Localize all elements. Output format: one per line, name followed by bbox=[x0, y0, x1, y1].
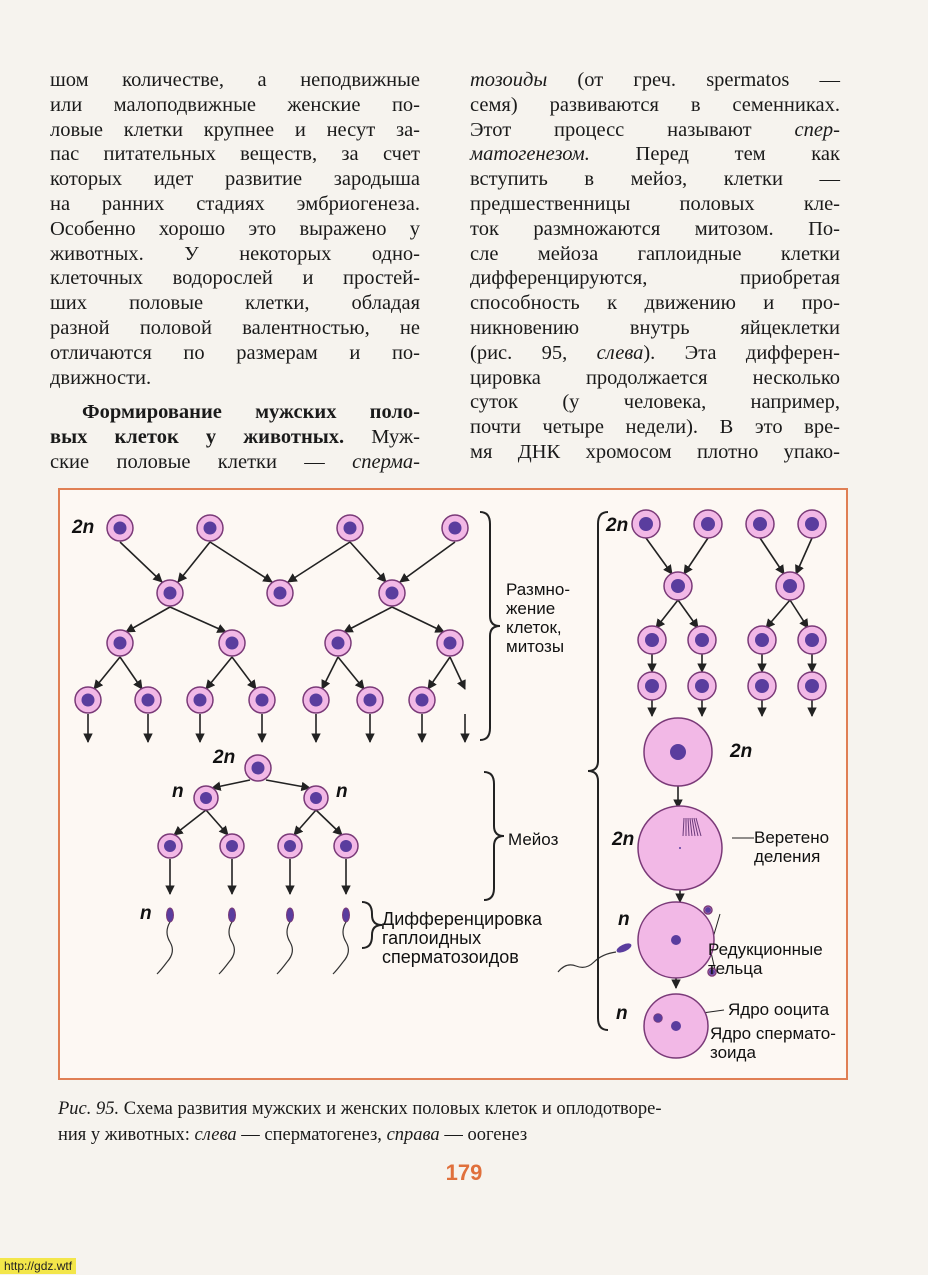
arrow bbox=[288, 542, 350, 582]
arrow bbox=[294, 810, 316, 835]
text-line: суток (у человека, например, bbox=[470, 391, 840, 414]
text-line: сле мейоза гаплоидные клетки bbox=[470, 242, 840, 265]
spermatogonium-cell bbox=[325, 630, 351, 656]
ploidy-label-2n: 2n bbox=[612, 829, 635, 850]
arrow bbox=[656, 600, 678, 628]
ploidy-label-n: n bbox=[618, 909, 630, 930]
oogonium-cell bbox=[748, 626, 776, 654]
arrow bbox=[266, 780, 310, 788]
oogonium-cell bbox=[632, 510, 660, 538]
oogonium-cell bbox=[746, 510, 774, 538]
caption-italic: слева bbox=[194, 1125, 237, 1145]
arrow bbox=[322, 657, 338, 689]
spermatogonium-cell bbox=[267, 580, 293, 606]
ploidy-label-n: n bbox=[140, 903, 152, 924]
label-line: зоида bbox=[710, 1043, 756, 1062]
label-line: Ядро спермато- bbox=[710, 1024, 836, 1043]
spermatogonium-cell bbox=[442, 515, 468, 541]
label-line: митозы bbox=[506, 637, 565, 656]
curly-brace bbox=[588, 512, 608, 1030]
text-line: на ранних стадиях эмбриогенеза. bbox=[50, 192, 420, 215]
oogonium-cell bbox=[694, 510, 722, 538]
section-heading-cont: вых клеток у животных. bbox=[50, 426, 345, 449]
label-line: сперматозоидов bbox=[382, 947, 519, 967]
text-line: дифференцируются, приобретая bbox=[470, 267, 840, 290]
text-line: никновению внутрь яйцеклетки bbox=[470, 316, 840, 339]
spermatogonium-cell bbox=[379, 580, 405, 606]
text-line bbox=[470, 341, 840, 366]
arrow bbox=[206, 810, 228, 835]
caption-text: — оогенез bbox=[439, 1125, 528, 1145]
text-line bbox=[50, 450, 420, 475]
mitosis-label bbox=[506, 580, 570, 656]
text-line: ловые клетки крупнее и несут за- bbox=[50, 118, 420, 141]
ploidy-label-n: n bbox=[616, 1003, 628, 1024]
term-italic: сперма- bbox=[352, 450, 420, 473]
oogonium-cell bbox=[798, 672, 826, 700]
arrow bbox=[428, 657, 450, 689]
arrow bbox=[400, 542, 455, 582]
text-line bbox=[50, 425, 420, 450]
text-line: Особенно хорошо это выражено у bbox=[50, 217, 420, 240]
text-fragment: ). Эта дифферен- bbox=[643, 341, 840, 364]
text-line: отличаются по размерам и по- bbox=[50, 341, 420, 364]
oogonium-cell bbox=[776, 572, 804, 600]
oogonium-cell bbox=[798, 510, 826, 538]
ploidy-label-n: n bbox=[336, 781, 348, 802]
oocyte-nucleus bbox=[654, 1014, 662, 1022]
right-text-column bbox=[470, 68, 840, 465]
polar-body bbox=[704, 906, 712, 914]
secondary-oocyte bbox=[638, 902, 714, 978]
arrow bbox=[178, 542, 210, 582]
arrow bbox=[796, 538, 812, 574]
text-line: шом количестве, а неподвижные bbox=[50, 69, 420, 91]
text-fragment: (от греч. spermatos — bbox=[547, 69, 840, 91]
section-heading: Формирование мужских поло- bbox=[82, 401, 420, 424]
spermatogonium-cell bbox=[197, 515, 223, 541]
arrow bbox=[646, 538, 672, 574]
text-line: движности. bbox=[50, 366, 152, 389]
arrow bbox=[232, 657, 256, 689]
text-line bbox=[470, 118, 840, 143]
label-line: жение bbox=[506, 599, 556, 618]
label-line: Размно- bbox=[506, 580, 571, 599]
text-line: вступить в мейоз, клетки — bbox=[470, 168, 840, 191]
arrow bbox=[684, 538, 708, 574]
arrow bbox=[790, 600, 808, 628]
left-text-column bbox=[50, 68, 420, 475]
caption-label: Рис. 95. bbox=[58, 1099, 120, 1119]
arrow bbox=[766, 600, 790, 628]
spermatogonium-cell bbox=[107, 630, 133, 656]
oogonium-cell bbox=[638, 672, 666, 700]
text-fragment: ские половые клетки — bbox=[50, 450, 353, 473]
label-line: деления bbox=[754, 847, 821, 866]
oocyte-nucleus-label: Ядро ооцита bbox=[728, 1000, 830, 1019]
page-number: 179 bbox=[445, 1160, 483, 1185]
caption-text: Схема развития мужских и женских половых клеток и оплодотворе- bbox=[119, 1099, 662, 1119]
spermatid-cell bbox=[334, 834, 358, 858]
arrow bbox=[206, 657, 232, 689]
arrow bbox=[338, 657, 364, 689]
arrow bbox=[126, 607, 170, 632]
incoming-spermatozoon bbox=[558, 941, 633, 972]
arrow bbox=[344, 607, 392, 632]
spermatogonium-cell bbox=[135, 687, 161, 713]
spermatogonium-cell bbox=[157, 580, 183, 606]
text-line: мя ДНК хромосом плотно упако- bbox=[470, 440, 840, 463]
text-fragment: Муж- bbox=[344, 426, 420, 449]
spermatid-cell bbox=[158, 834, 182, 858]
meiosis-label: Мейоз bbox=[508, 830, 559, 849]
spermatogonium-cell bbox=[303, 687, 329, 713]
secondary-spermatocyte bbox=[194, 786, 218, 810]
spermatozoon bbox=[333, 908, 350, 974]
text-line: или малоподвижные женские по- bbox=[50, 93, 420, 116]
polar-bodies-label bbox=[708, 940, 823, 978]
primary-oocyte-meiosis bbox=[638, 806, 722, 890]
text-line: клеточных водорослей и простей- bbox=[50, 267, 420, 290]
ploidy-label-2n: 2n bbox=[213, 747, 236, 768]
arrow bbox=[760, 538, 784, 574]
spermatogonium-cell bbox=[75, 687, 101, 713]
arrow bbox=[392, 607, 444, 632]
arrow bbox=[174, 810, 206, 835]
curly-brace bbox=[362, 902, 382, 948]
spermatogonium-cell bbox=[437, 630, 463, 656]
label-line: клеток, bbox=[506, 618, 562, 637]
label-line: Дифференцировка bbox=[382, 909, 543, 929]
arrow bbox=[120, 657, 142, 689]
spermatogonium-cell bbox=[107, 515, 133, 541]
text-fragment: (рис. 95, bbox=[470, 341, 597, 364]
spindle-label bbox=[754, 828, 829, 866]
differentiation-label bbox=[382, 910, 542, 967]
oogonium-cell bbox=[688, 626, 716, 654]
primary-oocyte bbox=[644, 718, 712, 786]
spermatogonium-cell bbox=[409, 687, 435, 713]
label-line: тельца bbox=[708, 959, 763, 978]
arrow bbox=[170, 607, 226, 632]
arrow bbox=[212, 780, 250, 788]
text-fragment: Этот процесс называют bbox=[470, 118, 795, 141]
spermatozoon bbox=[277, 908, 294, 974]
caption-italic: справа bbox=[386, 1125, 440, 1145]
text-line bbox=[470, 142, 840, 167]
arrow bbox=[94, 657, 120, 689]
arrow bbox=[210, 542, 272, 582]
spermatid-cell bbox=[220, 834, 244, 858]
text-line: которых идет развитие зародыша bbox=[50, 168, 420, 191]
text-line: ток размножаются митозом. По- bbox=[470, 217, 840, 240]
curly-brace bbox=[480, 512, 500, 740]
oogonium-cell bbox=[748, 672, 776, 700]
spermatogonium-cell bbox=[187, 687, 213, 713]
arrow bbox=[316, 810, 342, 835]
label-line: Редукционные bbox=[708, 940, 823, 959]
watermark-link[interactable]: http://gdz.wtf bbox=[0, 1258, 76, 1274]
ploidy-label-2n: 2n bbox=[730, 741, 753, 762]
fertilized-oocyte bbox=[644, 994, 708, 1058]
text-line: способность к движению и про- bbox=[470, 292, 840, 315]
ploidy-label-2n: 2n bbox=[72, 517, 95, 538]
caption-text: ния у животных: bbox=[58, 1125, 195, 1145]
oogonium-cell bbox=[664, 572, 692, 600]
term-italic: матогенезом. bbox=[470, 143, 590, 166]
ploidy-label-n: n bbox=[172, 781, 184, 802]
secondary-spermatocyte bbox=[304, 786, 328, 810]
label-line: Веретено bbox=[754, 828, 830, 847]
spermatid-cell bbox=[278, 834, 302, 858]
arrow bbox=[350, 542, 386, 582]
text-line: животных. У некоторых одно- bbox=[50, 242, 420, 265]
curly-brace bbox=[484, 772, 504, 900]
text-line: цировка продолжается несколько bbox=[470, 366, 840, 389]
arrow bbox=[678, 600, 698, 628]
oogonium-cell bbox=[638, 626, 666, 654]
term-italic: спер- bbox=[794, 118, 840, 141]
text-line: пас питательных веществ, за счет bbox=[50, 143, 420, 166]
sperm-nucleus-label bbox=[710, 1024, 836, 1062]
oogonium-cell bbox=[798, 626, 826, 654]
text-fragment: Перед тем как bbox=[589, 143, 840, 166]
oogonium-cell bbox=[688, 672, 716, 700]
spermatogonium-cell bbox=[249, 687, 275, 713]
spermatogonium-cell bbox=[219, 630, 245, 656]
term-italic: тозоиды bbox=[470, 69, 548, 91]
text-line: почти четыре недели). В это вре- bbox=[470, 416, 840, 439]
spermatozoon bbox=[219, 908, 236, 974]
figure-caption bbox=[58, 1096, 848, 1148]
spermatozoon bbox=[157, 908, 174, 974]
label-line: гаплоидных bbox=[382, 928, 482, 948]
term-italic: слева bbox=[596, 341, 644, 364]
caption-text: — сперматогенез, bbox=[236, 1125, 387, 1145]
figure-95 bbox=[58, 488, 848, 1080]
arrow bbox=[120, 542, 162, 582]
text-line: семя) развиваются в семенниках. bbox=[470, 93, 840, 116]
arrow bbox=[450, 657, 465, 689]
spermatogonium-cell bbox=[357, 687, 383, 713]
ploidy-label-2n: 2n bbox=[606, 515, 629, 536]
text-line: предшественницы половых кле- bbox=[470, 192, 840, 215]
text-line bbox=[470, 68, 840, 93]
primary-spermatocyte bbox=[245, 755, 271, 781]
text-line: разной половой валентностью, не bbox=[50, 316, 420, 339]
text-line: ших половые клетки, обладая bbox=[50, 292, 420, 315]
spermatogonium-cell bbox=[337, 515, 363, 541]
